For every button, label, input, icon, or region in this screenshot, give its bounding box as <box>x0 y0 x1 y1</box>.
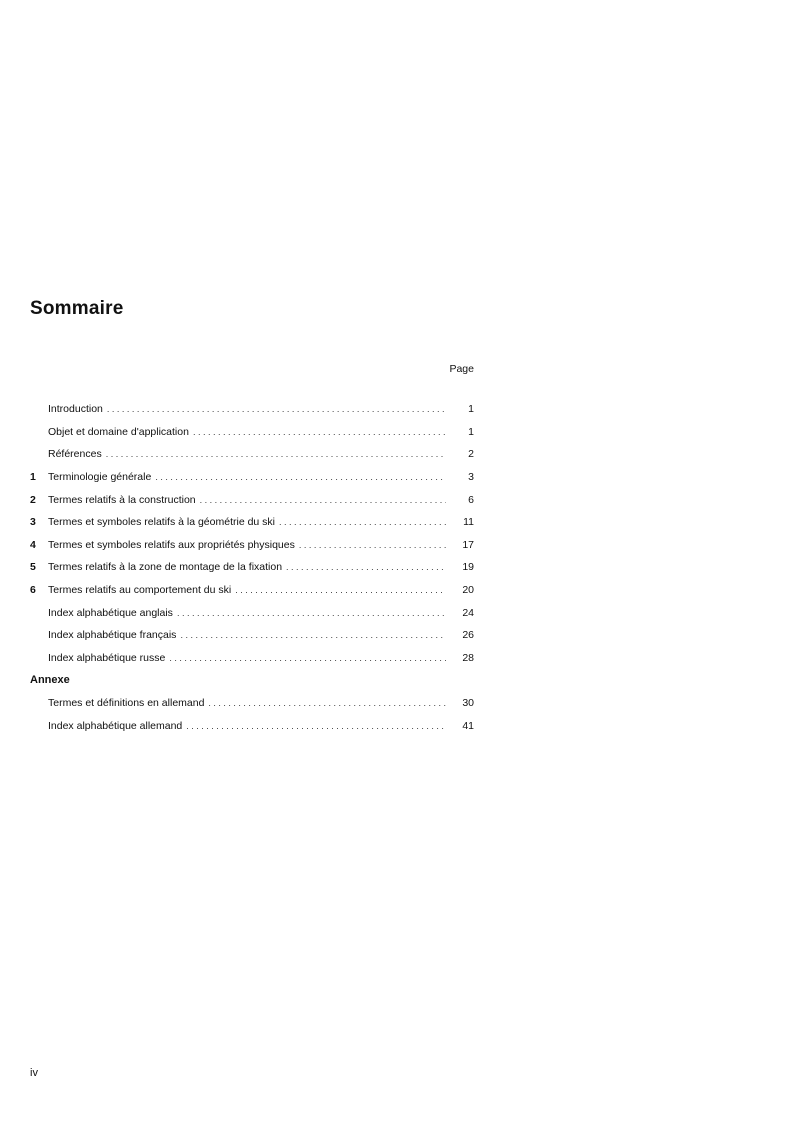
toc-entry-label: Références <box>48 448 102 461</box>
toc-entry-number: 2 <box>30 493 36 506</box>
toc-entry-number: 3 <box>30 516 36 529</box>
toc-entry-label: Introduction <box>48 403 103 416</box>
toc-entry-section-2[interactable] <box>30 488 474 511</box>
dot-leader <box>177 606 446 620</box>
toc-entry-label: Termes relatifs à la zone de montage de la fixation <box>48 561 283 574</box>
dot-leader <box>169 651 446 665</box>
toc-annex-heading <box>30 669 474 692</box>
toc-entry-number: 1 <box>30 471 36 484</box>
toc-entry-index-francais[interactable] <box>30 624 474 647</box>
toc-entry-number: 6 <box>30 584 36 597</box>
toc-entry-page: 26 <box>462 629 474 642</box>
dot-leader <box>279 515 446 529</box>
toc-entry-label: Index alphabétique anglais <box>48 606 173 619</box>
toc-entry-label: Index alphabétique allemand <box>48 719 183 732</box>
dot-leader <box>299 538 446 552</box>
toc-entry-page: 41 <box>462 719 474 732</box>
toc-entry-page: 2 <box>468 448 474 461</box>
toc-entry-label: Termes et définitions en allemand <box>48 697 205 710</box>
dot-leader <box>180 628 446 642</box>
dot-leader <box>200 493 446 507</box>
toc-entry-section-5[interactable] <box>30 556 474 579</box>
annex-heading-label: Annexe <box>30 674 70 687</box>
toc-entry-page: 17 <box>462 538 474 551</box>
footer-page-number: iv <box>30 1067 38 1079</box>
toc-entry-section-3[interactable] <box>30 511 474 534</box>
toc-entry-index-anglais[interactable] <box>30 601 474 624</box>
toc-entry-page: 3 <box>468 471 474 484</box>
toc-entry-section-1[interactable] <box>30 466 474 489</box>
toc-entry-page: 6 <box>468 493 474 506</box>
toc-entry-number: 4 <box>30 538 36 551</box>
toc-entry-label: Termes et symboles relatifs aux propriétés physiques <box>48 538 295 551</box>
dot-leader <box>107 402 446 416</box>
toc-entry-page: 11 <box>463 516 474 529</box>
page-title: Sommaire <box>30 298 124 319</box>
toc-entry-annex-index[interactable] <box>30 714 474 737</box>
table-of-contents <box>30 398 474 737</box>
dot-leader <box>155 470 446 484</box>
toc-entry-page: 24 <box>462 606 474 619</box>
toc-entry-label: Termes et symboles relatifs à la géométrie du ski <box>48 516 276 529</box>
dot-leader <box>286 560 446 574</box>
toc-entry-references[interactable] <box>30 443 474 466</box>
dot-leader <box>235 583 446 597</box>
toc-entry-objet[interactable] <box>30 421 474 444</box>
toc-entry-index-russe[interactable] <box>30 647 474 670</box>
toc-entry-label: Index alphabétique russe <box>48 651 166 664</box>
dot-leader <box>186 719 446 733</box>
toc-entry-label: Termes relatifs au comportement du ski <box>48 584 232 597</box>
toc-entry-page: 1 <box>468 403 474 416</box>
toc-entry-page: 30 <box>462 697 474 710</box>
toc-entry-page: 28 <box>462 651 474 664</box>
dot-leader <box>208 696 446 710</box>
toc-entry-label: Terminologie générale <box>48 471 152 484</box>
toc-entry-label: Termes relatifs à la construction <box>48 493 196 506</box>
toc-entry-label: Index alphabétique français <box>48 629 177 642</box>
toc-entry-introduction[interactable] <box>30 398 474 421</box>
page-column-label: Page <box>449 363 474 375</box>
dot-leader <box>106 447 446 461</box>
toc-entry-annex-termes[interactable] <box>30 692 474 715</box>
toc-entry-page: 1 <box>468 425 474 438</box>
toc-entry-section-6[interactable] <box>30 579 474 602</box>
dot-leader <box>193 425 446 439</box>
toc-entry-label: Objet et domaine d'application <box>48 425 189 438</box>
toc-entry-page: 20 <box>462 584 474 597</box>
toc-entry-page: 19 <box>462 561 474 574</box>
toc-entry-number: 5 <box>30 561 36 574</box>
toc-entry-section-4[interactable] <box>30 534 474 557</box>
